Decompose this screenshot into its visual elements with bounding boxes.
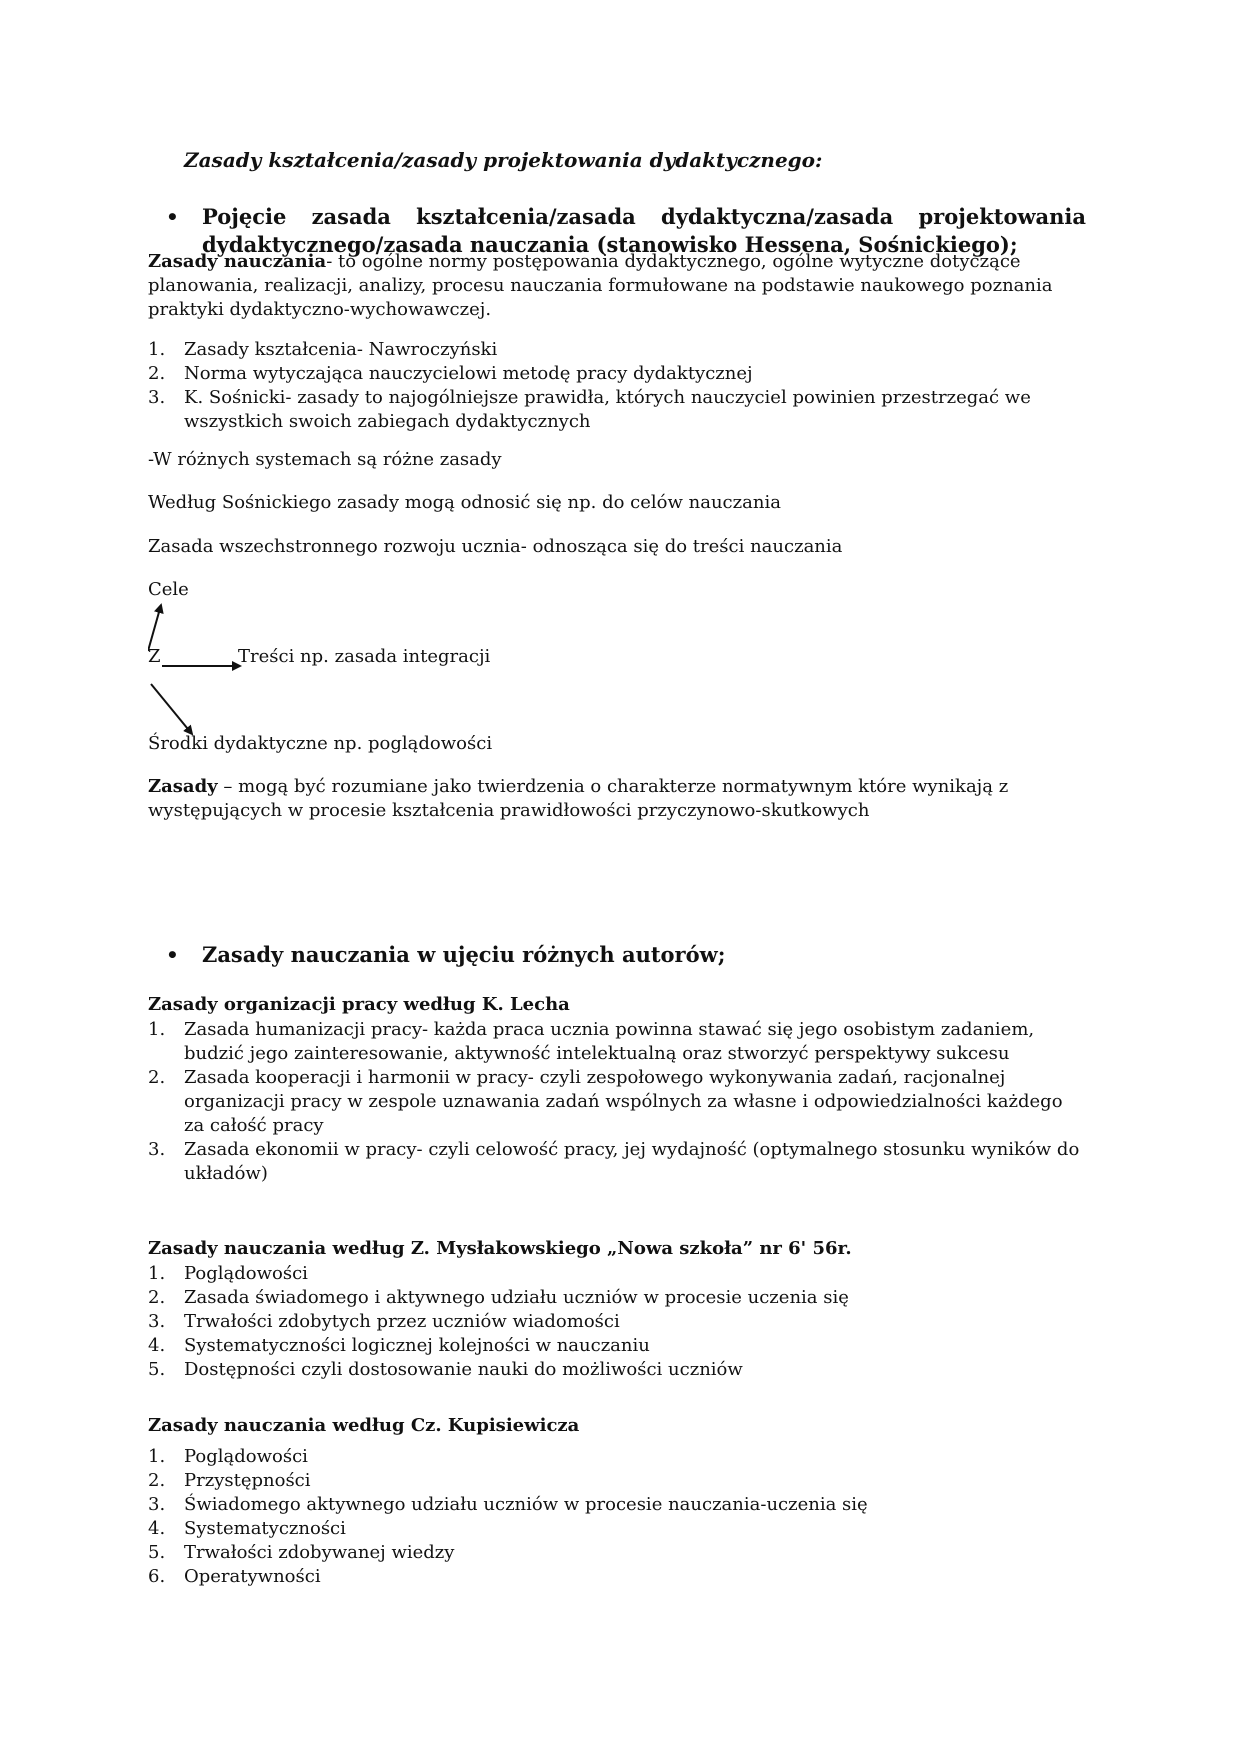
list-item — [148, 1138, 1088, 1186]
section-heading-text: Pojęcie zasada kształcenia/zasada dydaktyczna/zasada projektowania dydaktycznego/zasada nauczania (stanowisko Hessena, Sośnickiego); — [202, 204, 1086, 257]
list-item-text: Przystępności — [184, 1470, 311, 1491]
list-item-text: Operatywności — [184, 1566, 321, 1587]
intro-paragraph — [148, 250, 1088, 322]
list-item — [148, 386, 1088, 434]
development-paragraph: Zasada wszechstronnego rozwoju ucznia- odnosząca się do treści nauczania — [148, 536, 843, 557]
section-heading-text: Zasady nauczania w ujęciu różnych autorów; — [202, 942, 726, 967]
kupisiewicz-list — [148, 1445, 1088, 1589]
list-item-text: Zasady kształcenia- Nawroczyński — [184, 339, 498, 360]
intro-term: Zasady nauczania — [148, 251, 327, 272]
list-item-number: 2. — [148, 1067, 166, 1088]
list-item-text: Trwałości zdobywanej wiedzy — [184, 1542, 455, 1563]
list-item — [148, 1262, 1088, 1286]
list-item — [148, 1469, 1088, 1493]
zasady-text: – mogą być rozumiane jako twierdzenia o charakterze normatywnym które wynikają z występujących w procesie kształcenia prawidłowości przyczynowo-skutkowych — [148, 776, 1009, 821]
list-item — [148, 1493, 1088, 1517]
zasady-term: Zasady — [148, 776, 218, 797]
list-item — [148, 362, 1088, 386]
zasady-definition-paragraph — [148, 775, 1088, 823]
systems-paragraph: -W różnych systemach są różne zasady — [148, 449, 502, 470]
list-item-number: 2. — [148, 1287, 166, 1308]
list-item — [148, 1286, 1088, 1310]
list-item — [148, 1310, 1088, 1334]
list-item-text: Norma wytyczająca nauczycielowi metodę pracy dydaktycznej — [184, 363, 753, 384]
list-item-text: Systematyczności logicznej kolejności w nauczaniu — [184, 1335, 650, 1356]
list-item-number: 5. — [148, 1542, 166, 1563]
definitions-list — [148, 338, 1088, 434]
list-item — [148, 1018, 1088, 1066]
list-item-number: 5. — [148, 1359, 166, 1380]
section-heading-authors — [166, 941, 1086, 969]
bullet-icon: • — [166, 943, 179, 967]
list-item — [148, 1358, 1088, 1382]
list-item-text: Trwałości zdobytych przez uczniów wiadomości — [184, 1311, 620, 1332]
list-item-number: 6. — [148, 1566, 166, 1587]
list-item — [148, 1334, 1088, 1358]
list-item-text: K. Sośnicki- zasady to najogólniejsze prawidła, których nauczyciel powinien przestrzegać we wszystkich swoich zabiegach dydaktycznych — [184, 387, 1031, 432]
arrow-to-cele — [148, 605, 161, 651]
list-item-number: 1. — [148, 1446, 166, 1467]
diagram-label-tresci: Treści np. zasada integracji — [238, 646, 491, 667]
myslakowski-heading: Zasady nauczania według Z. Mysłakowskiego „Nowa szkoła” nr 6' 56r. — [148, 1238, 852, 1259]
lech-heading: Zasady organizacji pracy według K. Lecha — [148, 994, 570, 1015]
list-item-text: Zasada kooperacji i harmonii w pracy- czyli zespołowego wykonywania zadań, racjonalnej organizacji pracy w zespole uznawania zadań wspólnych za własne i odpowiedzialności każdego za całość pracy — [184, 1067, 1063, 1136]
list-item-text: Świadomego aktywnego udziału uczniów w procesie nauczania-uczenia się — [184, 1494, 868, 1515]
list-item-text: Systematyczności — [184, 1518, 346, 1539]
list-item-number: 4. — [148, 1518, 166, 1539]
list-item — [148, 338, 1088, 362]
diagram-label-srodki: Środki dydaktyczne np. poglądowości — [148, 733, 493, 754]
myslakowski-list — [148, 1262, 1088, 1382]
lech-list — [148, 1018, 1088, 1186]
arrow-to-srodki — [151, 684, 192, 734]
list-item-text: Zasada świadomego i aktywnego udziału uczniów w procesie uczenia się — [184, 1287, 849, 1308]
sosnicki-paragraph: Według Sośnickiego zasady mogą odnosić się np. do celów nauczania — [148, 492, 781, 513]
kupisiewicz-heading: Zasady nauczania według Cz. Kupisiewicza — [148, 1415, 580, 1436]
list-item-number: 1. — [148, 339, 166, 360]
list-item — [148, 1445, 1088, 1469]
list-item-number: 2. — [148, 363, 166, 384]
list-item-text: Zasada humanizacji pracy- każda praca ucznia powinna stawać się jego osobistym zadaniem, budzić jego zainteresowanie, aktywność intelektualną oraz stworzyć perspektywy sukcesu — [184, 1019, 1035, 1064]
list-item-number: 1. — [148, 1263, 166, 1284]
list-item-text: Poglądowości — [184, 1263, 308, 1284]
diagram-label-cele: Cele — [148, 579, 189, 600]
list-item-number: 3. — [148, 387, 166, 408]
document-title: Zasady kształcenia/zasady projektowania dydaktycznego: — [184, 148, 823, 172]
intro-text: - to ogólne normy postępowania dydaktycznego, ogólne wytyczne dotyczące planowania, realizacji, analizy, procesu nauczania formułowane na podstawie naukowego poznania praktyki dydaktyczno-wychowawczej. — [148, 251, 1053, 320]
list-item-text: Zasada ekonomii w pracy- czyli celowość pracy, jej wydajność (optymalnego stosunku wyników do układów) — [184, 1139, 1080, 1184]
list-item-text: Dostępności czyli dostosowanie nauki do możliwości uczniów — [184, 1359, 743, 1380]
diagram-arrows — [148, 588, 748, 788]
list-item-number: 1. — [148, 1019, 166, 1040]
list-item — [148, 1565, 1088, 1589]
diagram-label-z: Z — [148, 646, 161, 667]
list-item-number: 4. — [148, 1335, 166, 1356]
list-item-number: 3. — [148, 1494, 166, 1515]
list-item — [148, 1517, 1088, 1541]
list-item — [148, 1066, 1088, 1138]
list-item-number: 2. — [148, 1470, 166, 1491]
list-item-number: 3. — [148, 1139, 166, 1160]
list-item — [148, 1541, 1088, 1565]
bullet-icon: • — [166, 205, 179, 229]
list-item-number: 3. — [148, 1311, 166, 1332]
list-item-text: Poglądowości — [184, 1446, 308, 1467]
